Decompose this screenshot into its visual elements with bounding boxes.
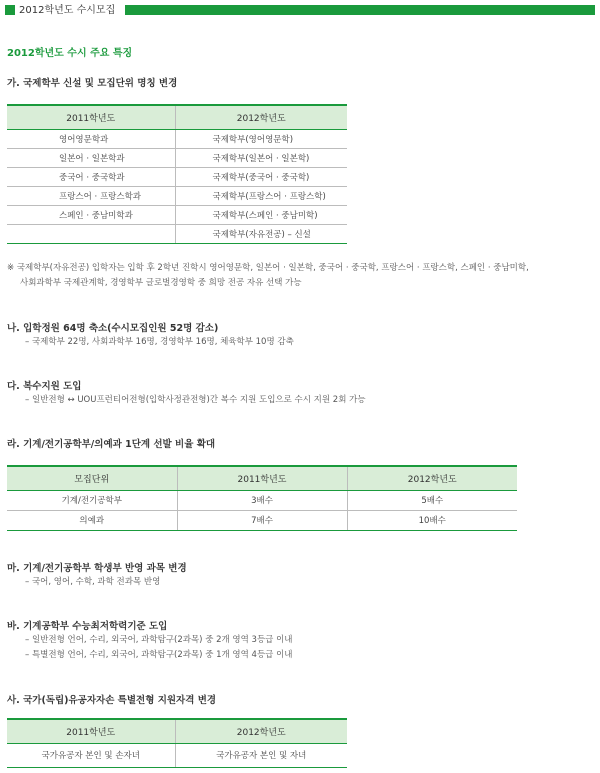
table-row [7,205,347,224]
table-cell: 10배수 [347,510,517,530]
table-cell: 국가유공자 본인 및 손자녀 [7,743,175,767]
table-cell: 국제학부(중국어 · 중국학) [175,167,347,186]
table-cell: 3배수 [177,490,347,510]
header-rule [125,5,595,15]
table-header-cell: 2011학년도 [7,105,175,129]
table-cell: 일본어 · 일본학과 [7,148,175,167]
table-cell: 국제학부(영어영문학) [175,129,347,148]
table-header-cell: 2012학년도 [347,466,517,490]
table-cell: 의예과 [7,510,177,530]
list-item: – 국어, 영어, 수학, 과학 전과목 반영 [25,577,161,587]
table-row [7,510,517,530]
section-d-heading: 라. 기계/전기공학부/의예과 1단계 선발 비율 확대 [7,439,216,450]
list-item: – 국제학부 22명, 사회과학부 16명, 경영학부 16명, 체육학부 10명 감축 [25,337,294,347]
table-cell: 5배수 [347,490,517,510]
table-row [7,129,347,148]
section-b-heading: 나. 입학정원 64명 축소(수시모집인원 52명 감소) [7,323,219,334]
table-header-cell: 모집단위 [7,466,177,490]
table-row [7,743,347,767]
table-row [7,490,517,510]
section-g-heading: 사. 국가(독립)유공자자손 특별전형 지원자격 변경 [7,695,217,706]
table-header-cell: 2011학년도 [177,466,347,490]
table-cell: 중국어 · 중국학과 [7,167,175,186]
section-a-heading: 가. 국제학부 신설 및 모집단위 명칭 변경 [7,78,178,89]
selection-ratio-table [7,465,517,531]
list-item: – 일반전형 언어, 수리, 외국어, 과학탐구(2과목) 중 2개 영역 3등급 이내 [25,635,293,645]
table-row [7,148,347,167]
table-row [7,224,347,243]
section-e-heading: 마. 기계/전기공학부 학생부 반영 과목 변경 [7,563,187,574]
table-cell: 7배수 [177,510,347,530]
table-header-cell: 2012학년도 [175,719,347,743]
table-cell: 국제학부(일본어 · 일본학) [175,148,347,167]
page-subtitle: 2012학년도 수시 주요 특징 [7,48,133,59]
table-cell: 국제학부(스페인 · 중남미학) [175,205,347,224]
table-row [7,186,347,205]
table-cell: 국제학부(자유전공) – 신설 [175,224,347,243]
header-square-marker [5,5,15,15]
note-line-1: ※ 국제학부(자유전공) 입학자는 입학 후 2학년 진학시 영어영문학, 일본어 · 일본학, 중국어 · 중국학, 프랑스어 · 프랑스학, 스페인 · 중남미학, [7,263,529,273]
section-f-heading: 바. 기계공학부 수능최저학력기준 도입 [7,621,168,632]
table-cell: 스페인 · 중남미학과 [7,205,175,224]
section-header-title: 2012학년도 수시모집 [19,5,116,16]
table-header-cell: 2012학년도 [175,105,347,129]
major-rename-table [7,104,347,244]
table-cell: 영어영문학과 [7,129,175,148]
table-cell [7,224,175,243]
section-c-heading: 다. 복수지원 도입 [7,381,82,392]
table-cell: 기계/전기공학부 [7,490,177,510]
note-line-2: 사회과학부 국제관계학, 경영학부 글로벌경영학 중 희망 전공 자유 선택 가능 [20,278,302,288]
list-item: – 일반전형 ↔ UOU프런티어전형(입학사정관전형)간 복수 지원 도입으로 수시 지원 2회 가능 [25,395,366,405]
table-cell: 국가유공자 본인 및 자녀 [175,743,347,767]
list-item: – 특별전형 언어, 수리, 외국어, 과학탐구(2과목) 중 1개 영역 4등급 이내 [25,650,293,660]
section-header-bar [5,4,595,17]
eligibility-table [7,718,347,768]
table-cell: 국제학부(프랑스어 · 프랑스학) [175,186,347,205]
table-header-cell: 2011학년도 [7,719,175,743]
table-row [7,167,347,186]
table-cell: 프랑스어 · 프랑스학과 [7,186,175,205]
